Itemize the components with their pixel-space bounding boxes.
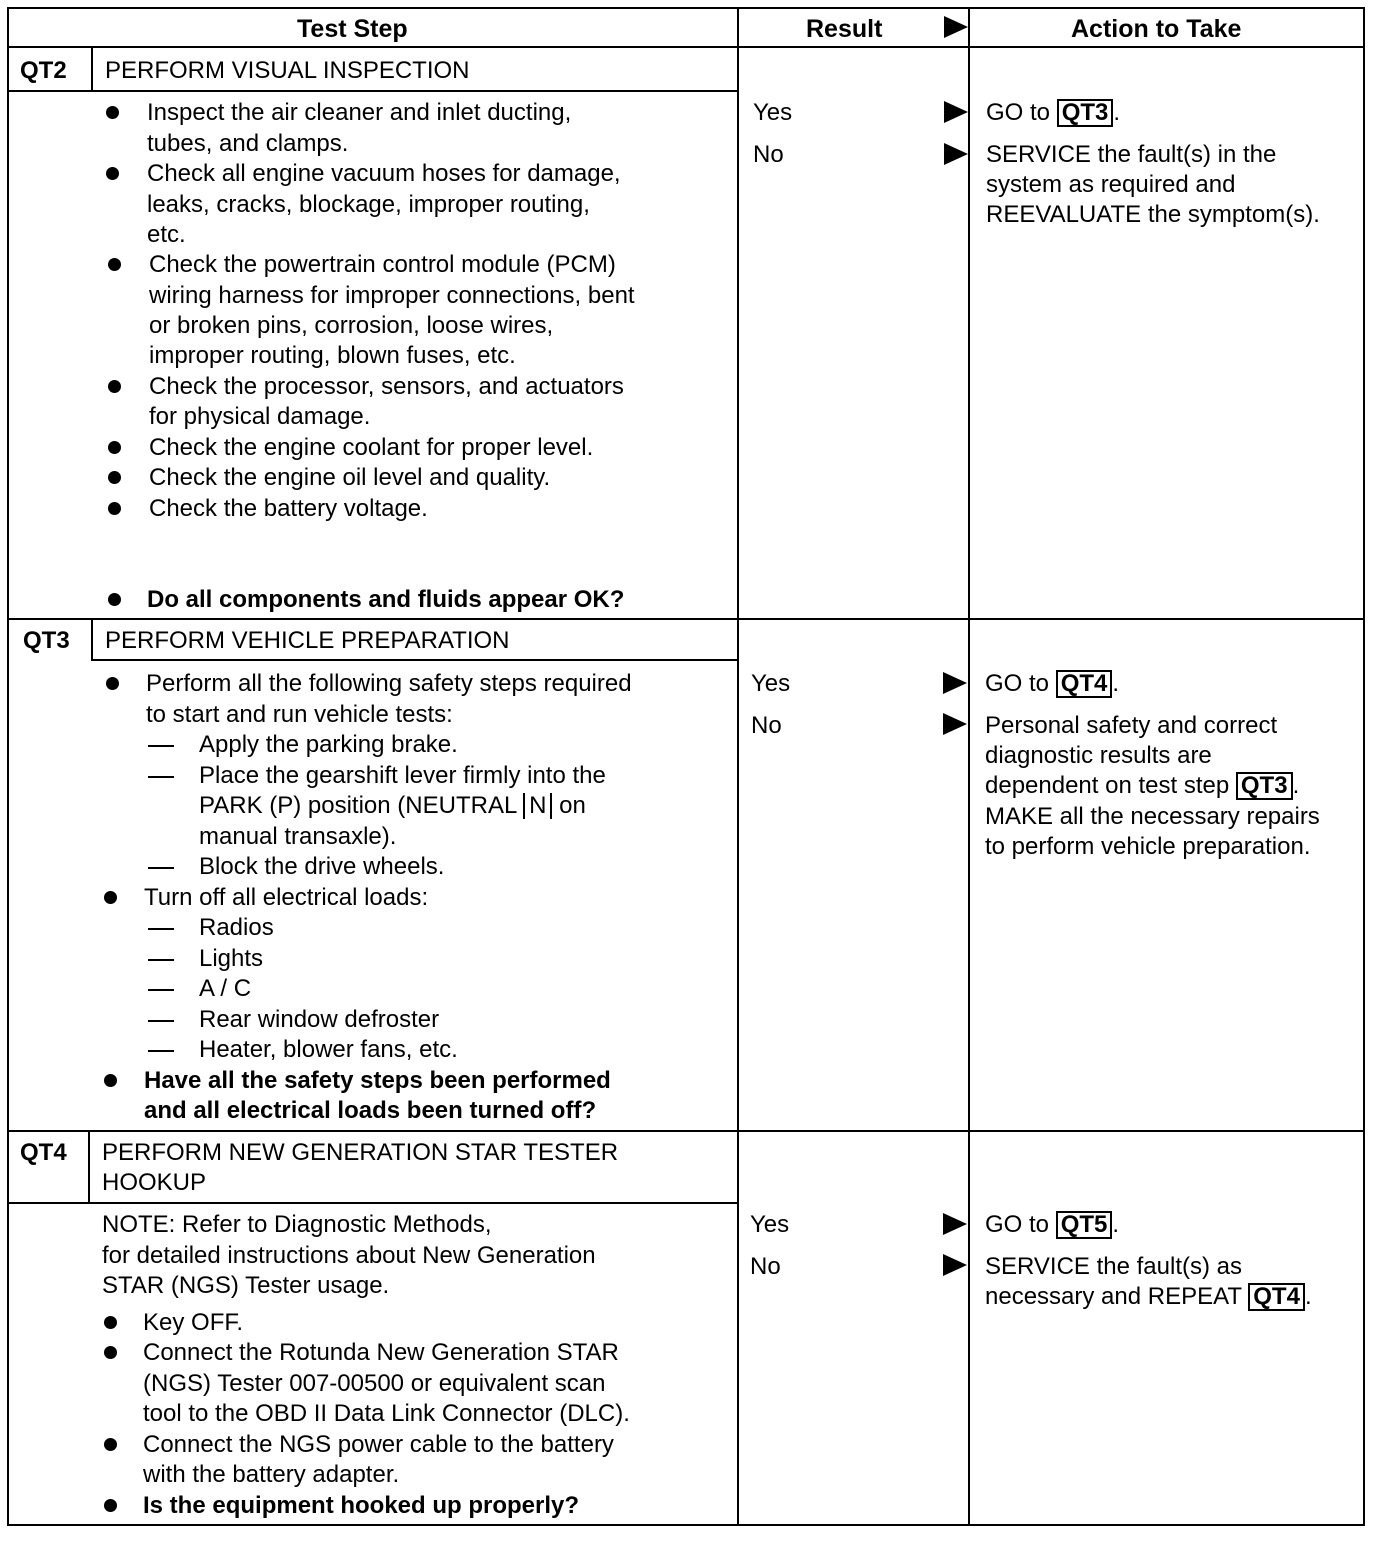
arrow-icon	[943, 1254, 967, 1276]
step-ref-link[interactable]: QT5	[1056, 1211, 1113, 1239]
dash	[148, 776, 174, 778]
bullet	[106, 677, 119, 690]
bullet	[104, 1346, 117, 1359]
qt2-item: for physical damage.	[149, 403, 371, 430]
bullet	[108, 380, 121, 393]
qt2-id-divider	[91, 46, 93, 91]
repeat-text: necessary and REPEAT	[985, 1283, 1242, 1310]
qt4-yes-label: Yes	[750, 1211, 790, 1238]
qt3-item: Apply the parking brake.	[199, 731, 458, 758]
header-arrow-icon	[944, 16, 968, 38]
qt4-note: STAR (NGS) Tester usage.	[102, 1272, 390, 1299]
header-action: Action to Take	[1071, 15, 1242, 43]
qt3-id: QT3	[23, 627, 70, 654]
qt4-item: with the battery adapter.	[143, 1461, 400, 1488]
bullet	[108, 593, 121, 606]
qt4-item: Key OFF.	[143, 1309, 244, 1336]
qt3-title: PERFORM VEHICLE PREPARATION	[105, 627, 510, 654]
section-divider-qt4	[7, 1130, 1365, 1132]
arrow-icon	[943, 713, 967, 735]
bullet	[108, 502, 121, 515]
qt2-item: Check the engine oil level and quality.	[149, 464, 551, 491]
qt2-item: leaks, cracks, blockage, improper routing,	[147, 191, 590, 218]
qt4-id: QT4	[20, 1139, 67, 1166]
qt3-yes-label: Yes	[751, 670, 791, 697]
qt4-question: Is the equipment hooked up properly?	[143, 1492, 580, 1519]
qt3-question: and all electrical loads been turned off?	[144, 1097, 597, 1124]
bullet	[104, 891, 117, 904]
qt3-no-label: No	[751, 712, 782, 739]
step-ref-link[interactable]: QT3	[1057, 99, 1114, 127]
qt3-item: manual transaxle).	[199, 823, 397, 850]
dash	[148, 1050, 174, 1052]
arrow-icon	[944, 101, 968, 123]
qt3-item: Heater, blower fans, etc.	[199, 1036, 458, 1063]
qt2-item: Check the engine coolant for proper level.	[149, 434, 594, 461]
dash	[148, 745, 174, 747]
qt3-item: to start and run vehicle tests:	[146, 701, 453, 728]
neutral-symbol: N	[523, 793, 552, 819]
step-ref-link[interactable]: QT4	[1248, 1283, 1305, 1311]
qt4-no-label: No	[750, 1253, 781, 1280]
qt2-item: Check the processor, sensors, and actuators	[149, 373, 624, 400]
on-text: on	[559, 792, 586, 819]
bullet	[104, 1074, 117, 1087]
qt2-item: tubes, and clamps.	[147, 130, 349, 157]
qt2-no-action: SERVICE the fault(s) in the	[986, 141, 1277, 168]
bullet	[106, 106, 119, 119]
qt2-no-action: REEVALUATE the symptom(s).	[986, 201, 1320, 228]
qt2-item: Check the powertrain control module (PCM)	[149, 251, 616, 278]
bullet	[104, 1438, 117, 1451]
qt4-title: HOOKUP	[102, 1169, 207, 1196]
bullet	[104, 1499, 117, 1512]
qt4-title: PERFORM NEW GENERATION STAR TESTER	[102, 1139, 619, 1166]
qt3-item: Place the gearshift lever firmly into the	[199, 762, 606, 789]
qt2-title: PERFORM VISUAL INSPECTION	[105, 57, 470, 84]
qt3-item: Rear window defroster	[199, 1006, 440, 1033]
arrow-icon	[943, 1213, 967, 1235]
qt2-item: Inspect the air cleaner and inlet ducting,	[147, 99, 572, 126]
qt2-yes-label: Yes	[753, 99, 793, 126]
qt2-no-label: No	[753, 141, 784, 168]
qt3-yes-action: GO to QT4 .	[985, 670, 1120, 697]
bullet	[106, 167, 119, 180]
qt4-title-underline	[7, 1202, 739, 1204]
section-divider-qt3	[7, 618, 1365, 620]
qt4-no-action: necessary and REPEAT QT4 .	[985, 1283, 1312, 1310]
bullet	[108, 441, 121, 454]
qt3-id-divider	[91, 618, 93, 661]
qt3-title-underline	[91, 659, 739, 661]
dash	[148, 867, 174, 869]
qt4-id-divider	[88, 1130, 90, 1203]
park-text: PARK (P) position (NEUTRAL	[199, 792, 517, 819]
qt3-no-action: MAKE all the necessary repairs	[985, 803, 1320, 830]
dash	[148, 959, 174, 961]
qt2-no-action: system as required and	[986, 171, 1236, 198]
result-column-divider	[737, 7, 739, 1526]
qt3-no-action: diagnostic results are	[985, 742, 1212, 769]
qt2-title-underline	[7, 90, 739, 92]
qt4-item: (NGS) Tester 007-00500 or equivalent scan	[143, 1370, 606, 1397]
qt4-item: tool to the OBD II Data Link Connector (DLC).	[143, 1400, 630, 1427]
step-ref-link[interactable]: QT3	[1236, 772, 1293, 800]
qt3-item: A / C	[199, 975, 252, 1002]
qt4-note: for detailed instructions about New Generation	[102, 1242, 596, 1269]
qt3-item: Radios	[199, 914, 274, 941]
qt2-yes-action: GO to QT3 .	[986, 99, 1121, 126]
qt2-item: etc.	[147, 221, 186, 248]
go-to-text: GO to	[985, 1211, 1050, 1238]
dash	[148, 989, 174, 991]
qt2-item: improper routing, blown fuses, etc.	[149, 342, 516, 369]
qt2-question: Do all components and fluids appear OK?	[147, 586, 625, 613]
qt3-item: Lights	[199, 945, 264, 972]
dash	[148, 928, 174, 930]
qt2-item: Check the battery voltage.	[149, 495, 428, 522]
qt4-yes-action: GO to QT5 .	[985, 1211, 1120, 1238]
qt2-item: or broken pins, corrosion, loose wires,	[149, 312, 554, 339]
qt3-no-action: Personal safety and correct	[985, 712, 1278, 739]
dependent-text: dependent on test step	[985, 772, 1230, 799]
qt3-item: Perform all the following safety steps required	[146, 670, 632, 697]
action-column-divider	[968, 7, 970, 1526]
header-divider	[7, 46, 1365, 48]
qt4-item: Connect the NGS power cable to the battery	[143, 1431, 614, 1458]
header-test-step: Test Step	[297, 15, 408, 43]
qt4-note: NOTE: Refer to Diagnostic Methods,	[102, 1211, 492, 1238]
qt3-item	[199, 791, 586, 822]
arrow-icon	[943, 672, 967, 694]
qt2-item: wiring harness for improper connections, bent	[149, 282, 635, 309]
bullet	[104, 1316, 117, 1329]
go-to-text: GO to	[986, 99, 1051, 126]
qt2-id: QT2	[20, 57, 67, 84]
qt3-no-action: dependent on test step QT3 .	[985, 772, 1300, 799]
bullet	[108, 471, 121, 484]
qt3-item: Turn off all electrical loads:	[144, 884, 429, 911]
qt3-item: Block the drive wheels.	[199, 853, 445, 880]
arrow-icon	[944, 143, 968, 165]
qt4-item: Connect the Rotunda New Generation STAR	[143, 1339, 619, 1366]
qt4-no-action: SERVICE the fault(s) as	[985, 1253, 1242, 1280]
bullet	[108, 258, 121, 271]
qt2-item: Check all engine vacuum hoses for damage,	[147, 160, 621, 187]
step-ref-link[interactable]: QT4	[1056, 670, 1113, 698]
header-result: Result	[806, 15, 883, 43]
qt3-question: Have all the safety steps been performed	[144, 1067, 611, 1094]
qt3-no-action: to perform vehicle preparation.	[985, 833, 1311, 860]
go-to-text: GO to	[985, 670, 1050, 697]
dash	[148, 1020, 174, 1022]
